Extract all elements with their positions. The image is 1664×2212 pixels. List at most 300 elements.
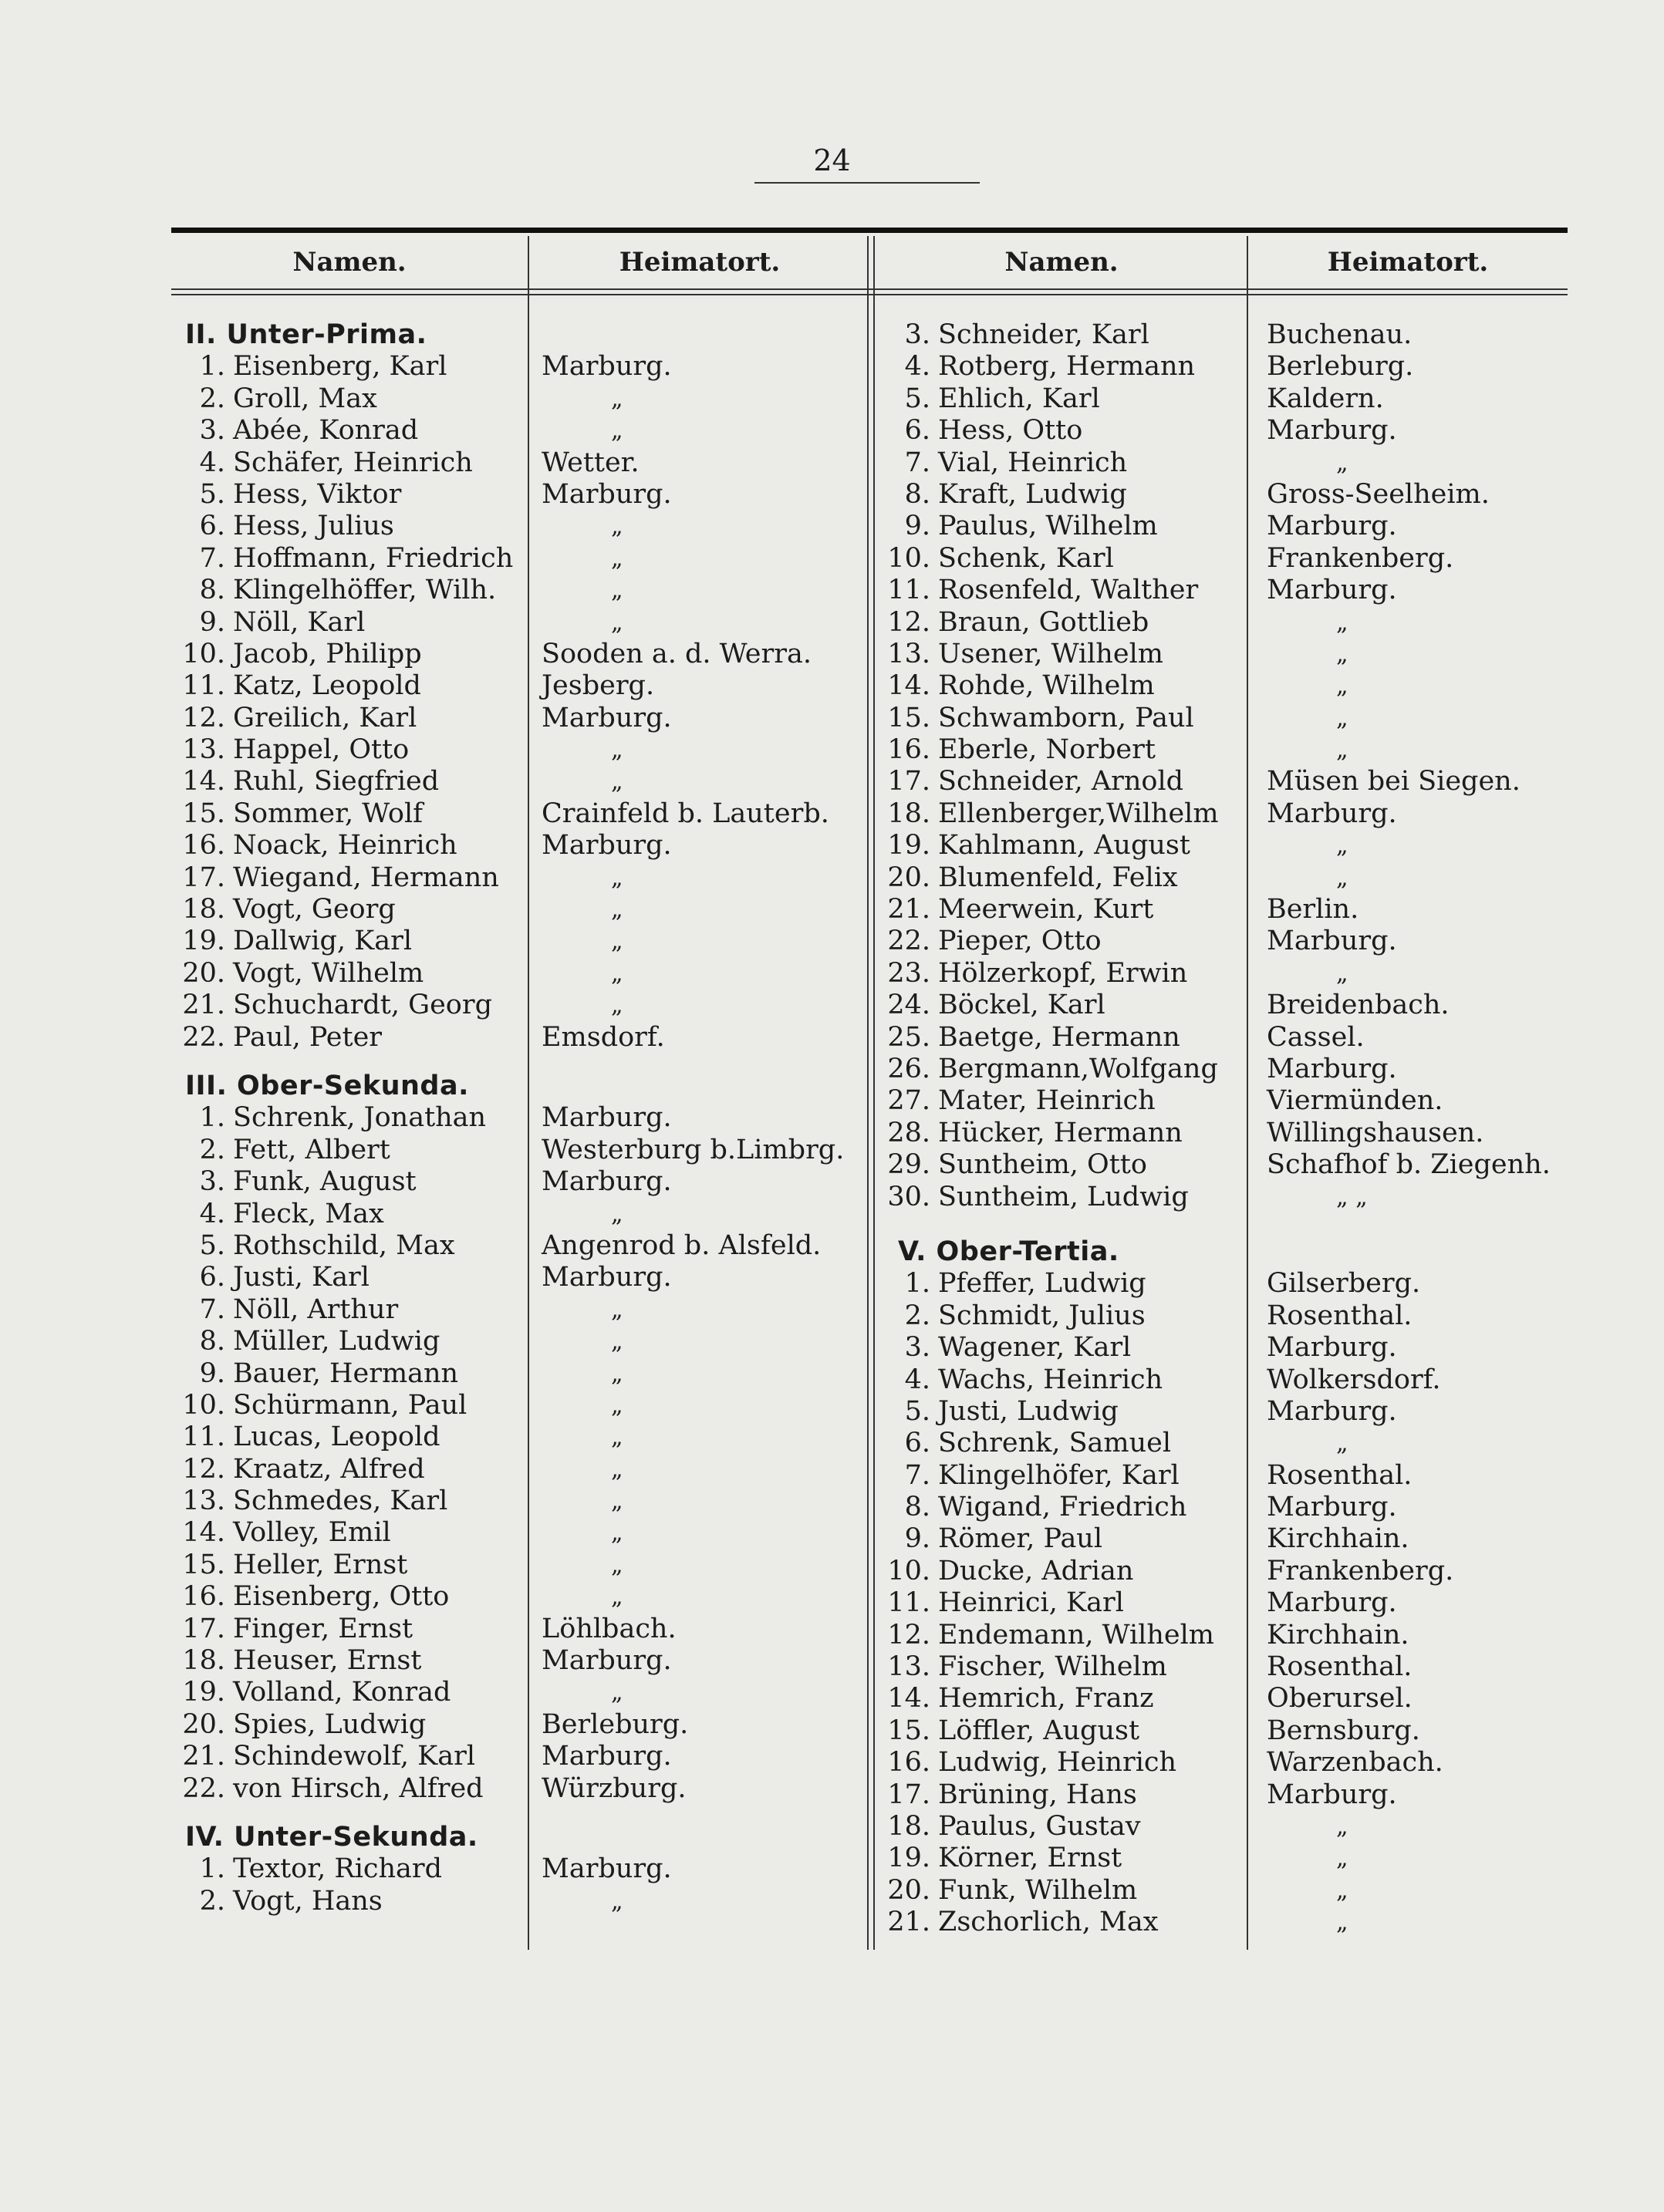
student-name: Römer, Paul [938,1523,1103,1555]
list-item [182,1549,853,1581]
student-name: Ruhl, Siegfried [233,766,440,797]
student-name: Schmedes, Karl [233,1485,448,1517]
row-number: 15. [182,1549,225,1580]
row-number: 10. [182,1389,225,1421]
list-item [887,415,1566,447]
list-item [182,830,853,862]
list-item [887,479,1566,511]
student-name: Schindewolf, Karl [233,1741,476,1772]
home-town: „ [611,1455,623,1483]
list-item [887,1715,1566,1747]
row-number: 21. [182,990,225,1021]
list-item [887,1182,1566,1213]
home-town: Marburg. [1267,1053,1397,1084]
home-town: Berlin. [1267,894,1359,926]
list-item [887,1523,1566,1555]
home-town: Bernsburg. [1267,1715,1420,1746]
list-item [887,1747,1566,1779]
home-town: „ [611,1519,623,1547]
list-item [887,1556,1566,1587]
list-item [887,1054,1566,1085]
row-number: 1. [199,351,225,383]
row-number: 19. [182,926,225,957]
home-town: „ [611,1360,623,1388]
list-item [887,1620,1566,1651]
row-number: 20. [887,862,930,893]
list-item [182,607,853,639]
home-town: Rosenthal. [1267,1459,1413,1491]
list-item [887,798,1566,830]
row-number: 2. [199,1134,225,1165]
list-item [182,1022,853,1054]
row-number: 15. [887,1715,930,1746]
home-town: Marburg. [1267,926,1397,957]
list-item [182,447,853,479]
list-item [887,1268,1566,1300]
home-town: Marburg. [1267,1587,1397,1619]
row-number: 17. [182,1613,225,1644]
student-name: Volland, Konrad [233,1677,451,1708]
home-town: „ [611,1424,623,1452]
row-number: 22. [887,926,930,957]
row-number: 7. [904,1459,930,1491]
row-number: 3. [199,1166,225,1198]
student-name: Groll, Max [233,383,377,414]
row-number: 7. [199,1293,225,1325]
list-item [887,1683,1566,1715]
home-town: „ [611,992,623,1020]
list-item [182,415,853,447]
list-item [887,1907,1566,1938]
student-name: Wagener, Karl [938,1332,1132,1364]
student-name: Finger, Ernst [233,1613,413,1644]
home-town: Marburg. [1267,1332,1397,1364]
list-item [887,670,1566,702]
home-town: „ [611,577,623,605]
section-title: IV. Unter-Sekunda. [185,1821,478,1853]
row-number: 10. [887,542,930,574]
home-town: „ [611,896,623,924]
row-number: 9. [199,1357,225,1389]
list-item [182,1358,853,1390]
student-name: Schneider, Arnold [938,766,1184,797]
home-town: Marburg. [1267,1492,1397,1523]
student-name: Endemann, Wilhelm [938,1619,1214,1651]
row-number: 21. [887,894,930,926]
list-item [887,958,1566,990]
home-town: Marburg. [542,1102,672,1134]
row-number: 28. [887,1117,930,1148]
list-item [182,351,853,383]
row-number: 16. [887,734,930,766]
row-number: 9. [199,606,225,638]
student-name: Greilich, Karl [233,702,417,733]
student-name: von Hirsch, Alfred [233,1772,484,1804]
student-name: Ehlich, Karl [938,383,1100,414]
list-item [182,1166,853,1198]
home-town: „ [1336,1845,1348,1873]
page-number-rule [754,182,980,184]
list-item [887,1811,1566,1843]
student-name: Hess, Julius [233,511,394,542]
row-number: 11. [887,1587,930,1619]
home-town: „ [1336,1430,1348,1458]
home-town: „ [611,385,623,413]
row-number: 19. [887,830,930,862]
home-town: „ [611,1391,623,1419]
row-number: 8. [904,478,930,510]
list-item [887,703,1566,734]
row-number: 12. [182,702,225,733]
row-number: 1. [904,1268,930,1300]
home-town: Crainfeld b. Lauterb. [542,797,829,829]
row-number: 3. [199,415,225,447]
student-name: Dallwig, Karl [233,926,413,957]
home-town: „ [611,609,623,636]
student-name: Eisenberg, Karl [233,351,447,383]
list-item [887,830,1566,862]
row-number: 11. [182,1421,225,1453]
home-town: Angenrod b. Alsfeld. [542,1229,822,1261]
list-item [182,1454,853,1485]
header-names-left: Namen. [292,247,407,278]
student-name: Textor, Richard [233,1853,443,1885]
home-town: „ [611,737,623,764]
home-town: „ „ [1336,1183,1368,1211]
row-number: 14. [182,1517,225,1549]
row-number: 12. [887,606,930,638]
student-name: Usener, Wilhelm [938,638,1163,669]
list-item [887,1651,1566,1683]
home-town: „ [611,513,623,541]
student-name: Kahlmann, August [938,830,1190,862]
student-name: Körner, Ernst [938,1843,1122,1874]
student-name: Heuser, Ernst [233,1645,422,1677]
student-name: Suntheim, Ludwig [938,1181,1189,1212]
home-town: „ [1336,1909,1348,1937]
list-item [182,1230,853,1262]
home-town: Kirchhain. [1267,1619,1409,1651]
row-number: 2. [904,1300,930,1331]
student-name: Funk, Wilhelm [938,1874,1138,1906]
row-number: 14. [182,766,225,797]
section-title: V. Ober-Tertia. [898,1236,1119,1267]
home-town: „ [1336,832,1348,860]
student-name: Hess, Otto [938,415,1083,447]
row-number: 2. [199,1885,225,1917]
student-name: Wiegand, Hermann [233,862,499,893]
row-number: 1. [199,1102,225,1134]
row-number: 6. [199,1262,225,1293]
row-number: 10. [182,638,225,669]
home-town: Marburg. [1267,415,1397,447]
list-item [182,798,853,830]
student-name: Abée, Konrad [233,415,419,447]
home-town: Emsdorf. [542,1021,665,1053]
student-name: Schrenk, Jonathan [233,1102,487,1134]
home-town: „ [1336,864,1348,892]
row-number: 4. [904,1364,930,1395]
list-item [182,1199,853,1230]
list-item [887,1460,1566,1492]
student-name: Vogt, Hans [233,1885,383,1917]
center-divider [867,236,875,1950]
home-town: Marburg. [542,1262,672,1293]
list-item [887,1149,1566,1181]
student-name: Braun, Gottlieb [938,606,1149,638]
row-number: 6. [199,511,225,542]
student-name: Lucas, Leopold [233,1421,440,1453]
list-item [887,1843,1566,1874]
student-name: Rothschild, Max [233,1229,455,1261]
row-number: 19. [182,1677,225,1708]
student-name: Justi, Ludwig [938,1395,1119,1427]
student-name: Nöll, Karl [233,606,366,638]
home-town: Frankenberg. [1267,542,1454,574]
home-town: „ [611,768,623,796]
home-town: „ [611,1583,623,1611]
row-number: 18. [182,894,225,926]
student-name: Vogt, Georg [233,894,396,926]
student-name: Fleck, Max [233,1198,384,1229]
home-town: „ [1336,640,1348,668]
home-town: Frankenberg. [1267,1555,1454,1587]
row-number: 5. [199,478,225,510]
student-name: Hess, Viktor [233,478,402,510]
student-name: Volley, Emil [233,1517,391,1549]
student-name: Wigand, Friedrich [938,1492,1187,1523]
row-number: 13. [182,734,225,766]
home-town: „ [611,545,623,572]
student-name: Bergmann,Wolfgang [938,1053,1218,1084]
list-item [887,639,1566,670]
page-number: 24 [813,143,851,177]
row-number: 7. [904,447,930,478]
list-item [182,1853,853,1885]
student-name: Heinrici, Karl [938,1587,1124,1619]
section-title: III. Ober-Sekunda. [185,1070,469,1101]
header-names-right: Namen. [1004,247,1119,278]
row-number: 24. [887,990,930,1021]
list-item [182,1773,853,1805]
student-name: Schäfer, Heinrich [233,447,473,478]
row-number: 20. [887,1874,930,1906]
row-number: 29. [887,1149,930,1181]
student-name: Rohde, Wilhelm [938,670,1155,702]
home-town: Marburg. [542,702,672,733]
home-town: Kirchhain. [1267,1523,1409,1555]
list-item [887,1396,1566,1428]
list-item [182,958,853,990]
list-item [182,1709,853,1741]
row-number: 20. [182,957,225,989]
student-name: Rosenfeld, Walther [938,575,1199,606]
section-title: II. Unter-Prima. [185,319,427,350]
home-town: Sooden a. d. Werra. [542,638,812,669]
list-item [182,1886,853,1917]
student-name: Klingelhöffer, Wilh. [233,575,497,606]
row-number: 1. [199,1853,225,1885]
student-name: Meerwein, Kurt [938,894,1154,926]
list-item [182,1741,853,1772]
home-town: Westerburg b.Limbrg. [542,1134,845,1165]
home-town: Wolkersdorf. [1267,1364,1441,1395]
list-item [182,543,853,575]
row-number: 17. [182,862,225,893]
student-name: Eberle, Norbert [938,734,1156,766]
row-number: 22. [182,1021,225,1053]
left-column-list [182,319,853,1917]
student-name: Brüning, Hans [938,1779,1137,1810]
home-town: Gross-Seelheim. [1267,478,1490,510]
row-number: 17. [887,1779,930,1810]
student-name: Pfeffer, Ludwig [938,1268,1146,1300]
row-number: 16. [182,1581,225,1613]
row-number: 10. [887,1555,930,1587]
home-town: „ [611,1200,623,1228]
row-number: 9. [904,511,930,542]
row-number: 12. [887,1619,930,1651]
list-item [182,734,853,766]
student-name: Hoffmann, Friedrich [233,542,514,574]
home-town: Marburg. [542,478,672,510]
home-town: „ [1336,1812,1348,1840]
row-number: 4. [199,447,225,478]
row-number: 18. [887,1810,930,1842]
row-number: 8. [199,1326,225,1357]
student-name: Ducke, Adrian [938,1555,1134,1587]
home-town: Würzburg. [542,1772,687,1804]
home-town: Löhlbach. [542,1613,677,1644]
list-item [887,319,1566,351]
home-town: Berleburg. [542,1708,689,1740]
home-town: Marburg. [1267,797,1397,829]
student-name: Klingelhöfer, Karl [938,1459,1180,1491]
list-item [182,511,853,542]
student-name: Ludwig, Heinrich [938,1747,1177,1779]
list-item [887,766,1566,797]
student-name: Schürmann, Paul [233,1389,467,1421]
home-town: „ [611,1328,623,1356]
row-number: 18. [182,1645,225,1677]
home-town: Cassel. [1267,1021,1365,1053]
student-name: Kraatz, Alfred [233,1453,425,1485]
list-item [182,1294,853,1326]
home-town: „ [611,1679,623,1707]
student-name: Jacob, Philipp [233,638,422,669]
student-name: Paul, Peter [233,1021,383,1053]
list-item [182,670,853,702]
student-name: Ellenberger,Wilhelm [938,797,1219,829]
student-name: Fett, Albert [233,1134,390,1165]
student-name: Pieper, Otto [938,926,1102,957]
list-item [182,1645,853,1677]
student-name: Paulus, Gustav [938,1810,1141,1842]
home-town: Viermünden. [1267,1085,1443,1117]
row-number: 23. [887,957,930,989]
row-number: 15. [182,797,225,829]
student-name: Böckel, Karl [938,990,1105,1021]
list-item [887,990,1566,1021]
row-number: 21. [887,1907,930,1938]
row-number: 13. [182,1485,225,1517]
row-number: 9. [904,1523,930,1555]
student-name: Funk, August [233,1166,417,1198]
home-town: Willingshausen. [1267,1117,1484,1148]
home-town: „ [611,417,623,445]
list-item [182,862,853,894]
student-name: Baetge, Hermann [938,1021,1180,1053]
home-town: Marburg. [542,351,672,383]
list-item [182,926,853,957]
student-name: Spies, Ludwig [233,1708,427,1740]
row-number: 6. [904,1428,930,1459]
student-name: Schwamborn, Paul [938,702,1194,733]
student-name: Fischer, Wilhelm [938,1651,1167,1683]
list-item [182,1102,853,1134]
home-town: Breidenbach. [1267,990,1450,1021]
row-number: 25. [887,1021,930,1053]
row-number: 6. [904,415,930,447]
list-item [182,383,853,415]
row-number: 8. [904,1492,930,1523]
home-town: Marburg. [542,1645,672,1677]
row-number: 11. [887,575,930,606]
row-number: 4. [199,1198,225,1229]
row-number: 13. [887,1651,930,1683]
home-town: „ [1336,737,1348,764]
student-name: Mater, Heinrich [938,1085,1156,1117]
row-number: 26. [887,1053,930,1084]
student-name: Blumenfeld, Felix [938,862,1178,893]
student-name: Schenk, Karl [938,542,1114,574]
list-item [182,639,853,670]
row-number: 5. [904,383,930,414]
home-town: „ [1336,609,1348,636]
home-town: „ [1336,959,1348,987]
student-name: Paulus, Wilhelm [938,511,1158,542]
row-number: 8. [199,575,225,606]
list-item [182,990,853,1021]
student-name: Happel, Otto [233,734,410,766]
home-town: Müsen bei Siegen. [1267,766,1521,797]
row-number: 15. [887,702,930,733]
list-item [887,1300,1566,1332]
list-item [182,703,853,734]
home-town: Rosenthal. [1267,1651,1413,1683]
row-number: 3. [904,319,930,350]
home-town: Marburg. [1267,1779,1397,1810]
list-item [887,1875,1566,1907]
home-town: „ [611,1887,623,1915]
list-item [887,447,1566,479]
row-number: 4. [904,351,930,383]
student-name: Wachs, Heinrich [938,1364,1163,1395]
list-item [182,1135,853,1166]
home-town: „ [611,1488,623,1516]
list-item [182,1517,853,1549]
list-item [182,1326,853,1357]
student-name: Zschorlich, Max [938,1907,1159,1938]
row-number: 3. [904,1332,930,1364]
list-item [887,1587,1566,1619]
list-item [887,734,1566,766]
student-name: Heller, Ernst [233,1549,408,1580]
list-item [887,1492,1566,1523]
home-town: „ [1336,673,1348,700]
row-number: 20. [182,1708,225,1740]
home-town: Marburg. [542,1166,672,1198]
